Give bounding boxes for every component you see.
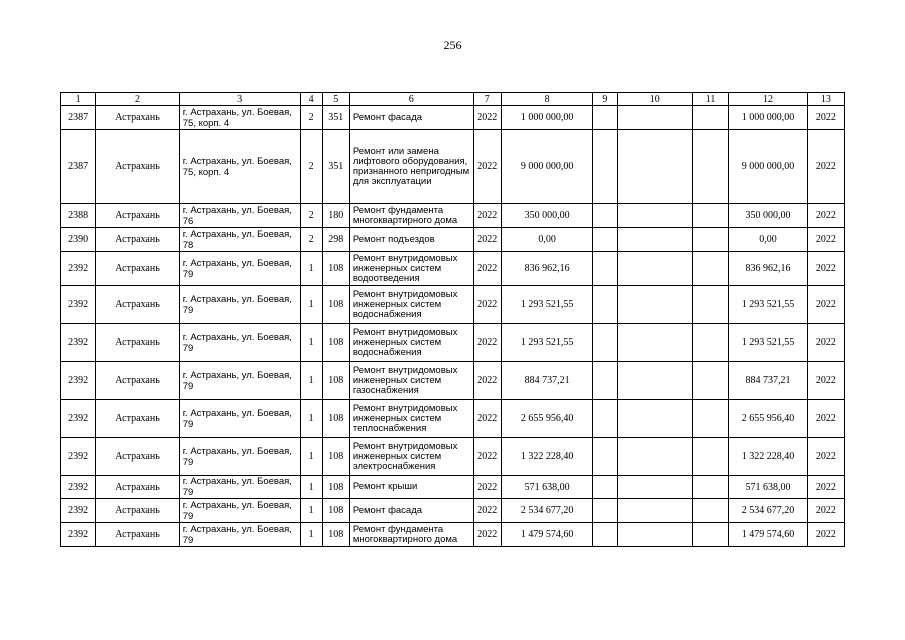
- cell-work-type: Ремонт фундамента многоквартирного дома: [349, 204, 473, 228]
- cell-col-9: [593, 476, 617, 499]
- cell-row-number: 2392: [61, 476, 96, 499]
- cell-address: г. Астрахань, ул. Боевая, 75, корп. 4: [179, 130, 300, 204]
- cell-work-type: Ремонт фундамента многоквартирного дома: [349, 523, 473, 547]
- cell-total-cost: 350 000,00: [501, 204, 593, 228]
- cell-apartments: 108: [322, 499, 349, 523]
- cell-col-11: [692, 400, 728, 438]
- cell-total-cost: 836 962,16: [501, 252, 593, 286]
- cell-city: Астрахань: [96, 362, 180, 400]
- cell-completion-year: 2022: [807, 130, 844, 204]
- header-cell-1: 1: [61, 93, 96, 106]
- cell-floors: 1: [300, 400, 322, 438]
- cell-apartments: 180: [322, 204, 349, 228]
- cell-final-cost: 350 000,00: [729, 204, 808, 228]
- page-number: 256: [443, 38, 462, 52]
- cell-col-11: [692, 130, 728, 204]
- cell-work-type: Ремонт крыши: [349, 476, 473, 499]
- cell-col-9: [593, 324, 617, 362]
- cell-apartments: 108: [322, 286, 349, 324]
- cell-final-cost: 836 962,16: [729, 252, 808, 286]
- cell-floors: 1: [300, 476, 322, 499]
- cell-apartments: 298: [322, 228, 349, 252]
- cell-final-cost: 1 479 574,60: [729, 523, 808, 547]
- cell-col-11: [692, 362, 728, 400]
- cell-planned-year: 2022: [473, 204, 501, 228]
- header-cell-2: 2: [96, 93, 180, 106]
- cell-col-9: [593, 286, 617, 324]
- header-row: [61, 93, 845, 106]
- cell-address: г. Астрахань, ул. Боевая, 76: [179, 204, 300, 228]
- table-row: [61, 438, 845, 476]
- cell-col-9: [593, 523, 617, 547]
- cell-col-9: [593, 438, 617, 476]
- cell-planned-year: 2022: [473, 106, 501, 130]
- cell-final-cost: 1 293 521,55: [729, 286, 808, 324]
- cell-final-cost: 1 000 000,00: [729, 106, 808, 130]
- cell-apartments: 108: [322, 523, 349, 547]
- cell-col-9: [593, 252, 617, 286]
- table-row: [61, 286, 845, 324]
- cell-col-11: [692, 476, 728, 499]
- cell-completion-year: 2022: [807, 286, 844, 324]
- cell-row-number: 2390: [61, 228, 96, 252]
- cell-address: г. Астрахань, ул. Боевая, 79: [179, 252, 300, 286]
- cell-apartments: 351: [322, 130, 349, 204]
- cell-total-cost: 1 293 521,55: [501, 324, 593, 362]
- table-row: [61, 324, 845, 362]
- cell-col-10: [617, 499, 692, 523]
- cell-col-11: [692, 324, 728, 362]
- cell-address: г. Астрахань, ул. Боевая, 79: [179, 523, 300, 547]
- cell-address: г. Астрахань, ул. Боевая, 79: [179, 476, 300, 499]
- cell-completion-year: 2022: [807, 438, 844, 476]
- cell-floors: 2: [300, 228, 322, 252]
- table-row: [61, 400, 845, 438]
- cell-col-10: [617, 204, 692, 228]
- cell-col-11: [692, 523, 728, 547]
- cell-final-cost: 2 534 677,20: [729, 499, 808, 523]
- cell-row-number: 2388: [61, 204, 96, 228]
- cell-final-cost: 571 638,00: [729, 476, 808, 499]
- cell-completion-year: 2022: [807, 476, 844, 499]
- cell-planned-year: 2022: [473, 362, 501, 400]
- header-cell-5: 5: [322, 93, 349, 106]
- cell-col-10: [617, 324, 692, 362]
- cell-city: Астрахань: [96, 286, 180, 324]
- cell-total-cost: 1 293 521,55: [501, 286, 593, 324]
- header-cell-6: 6: [349, 93, 473, 106]
- cell-row-number: 2392: [61, 499, 96, 523]
- cell-floors: 1: [300, 286, 322, 324]
- cell-completion-year: 2022: [807, 324, 844, 362]
- cell-floors: 2: [300, 106, 322, 130]
- cell-total-cost: 1 322 228,40: [501, 438, 593, 476]
- cell-apartments: 351: [322, 106, 349, 130]
- cell-apartments: 108: [322, 438, 349, 476]
- cell-planned-year: 2022: [473, 523, 501, 547]
- cell-col-10: [617, 228, 692, 252]
- table-row: [61, 252, 845, 286]
- cell-final-cost: 1 322 228,40: [729, 438, 808, 476]
- cell-row-number: 2392: [61, 286, 96, 324]
- table-row: [61, 523, 845, 547]
- cell-floors: 2: [300, 204, 322, 228]
- cell-address: г. Астрахань, ул. Боевая, 79: [179, 286, 300, 324]
- cell-col-9: [593, 499, 617, 523]
- table-row: [61, 499, 845, 523]
- cell-total-cost: 0,00: [501, 228, 593, 252]
- cell-col-10: [617, 400, 692, 438]
- cell-city: Астрахань: [96, 523, 180, 547]
- cell-col-9: [593, 106, 617, 130]
- cell-planned-year: 2022: [473, 252, 501, 286]
- cell-completion-year: 2022: [807, 523, 844, 547]
- cell-row-number: 2392: [61, 400, 96, 438]
- cell-work-type: Ремонт внутридомовых инженерных систем водоснабжения: [349, 324, 473, 362]
- cell-col-10: [617, 106, 692, 130]
- cell-total-cost: 1 479 574,60: [501, 523, 593, 547]
- table-row: [61, 476, 845, 499]
- cell-apartments: 108: [322, 324, 349, 362]
- cell-city: Астрахань: [96, 106, 180, 130]
- cell-floors: 1: [300, 499, 322, 523]
- cell-final-cost: 884 737,21: [729, 362, 808, 400]
- cell-floors: 1: [300, 324, 322, 362]
- cell-completion-year: 2022: [807, 362, 844, 400]
- header-cell-8: 8: [501, 93, 593, 106]
- table-row: [61, 204, 845, 228]
- cell-floors: 1: [300, 362, 322, 400]
- header-cell-10: 10: [617, 93, 692, 106]
- cell-city: Астрахань: [96, 324, 180, 362]
- cell-floors: 2: [300, 130, 322, 204]
- cell-col-9: [593, 228, 617, 252]
- cell-work-type: Ремонт внутридомовых инженерных систем газоснабжения: [349, 362, 473, 400]
- cell-work-type: Ремонт или замена лифтового оборудования, признанного непригодным для эксплуатации: [349, 130, 473, 204]
- cell-floors: 1: [300, 523, 322, 547]
- table-row: [61, 362, 845, 400]
- header-cell-9: 9: [593, 93, 617, 106]
- cell-planned-year: 2022: [473, 228, 501, 252]
- table-body: [61, 93, 845, 547]
- cell-address: г. Астрахань, ул. Боевая, 75, корп. 4: [179, 106, 300, 130]
- cell-address: г. Астрахань, ул. Боевая, 79: [179, 499, 300, 523]
- cell-city: Астрахань: [96, 438, 180, 476]
- cell-work-type: Ремонт фасада: [349, 499, 473, 523]
- cell-col-10: [617, 476, 692, 499]
- register-table: [60, 92, 845, 547]
- header-cell-4: 4: [300, 93, 322, 106]
- cell-city: Астрахань: [96, 228, 180, 252]
- cell-col-10: [617, 286, 692, 324]
- cell-apartments: 108: [322, 400, 349, 438]
- cell-address: г. Астрахань, ул. Боевая, 78: [179, 228, 300, 252]
- header-cell-13: 13: [807, 93, 844, 106]
- cell-work-type: Ремонт внутридомовых инженерных систем водоснабжения: [349, 286, 473, 324]
- cell-address: г. Астрахань, ул. Боевая, 79: [179, 324, 300, 362]
- cell-col-9: [593, 130, 617, 204]
- cell-col-11: [692, 286, 728, 324]
- table-row: [61, 106, 845, 130]
- cell-city: Астрахань: [96, 476, 180, 499]
- cell-completion-year: 2022: [807, 106, 844, 130]
- cell-planned-year: 2022: [473, 499, 501, 523]
- cell-col-10: [617, 438, 692, 476]
- cell-total-cost: 1 000 000,00: [501, 106, 593, 130]
- cell-col-9: [593, 362, 617, 400]
- cell-city: Астрахань: [96, 130, 180, 204]
- header-cell-3: 3: [179, 93, 300, 106]
- cell-col-11: [692, 438, 728, 476]
- cell-apartments: 108: [322, 252, 349, 286]
- cell-planned-year: 2022: [473, 130, 501, 204]
- cell-row-number: 2392: [61, 438, 96, 476]
- cell-col-10: [617, 130, 692, 204]
- cell-planned-year: 2022: [473, 400, 501, 438]
- cell-final-cost: 1 293 521,55: [729, 324, 808, 362]
- cell-work-type: Ремонт внутридомовых инженерных систем электроснабжения: [349, 438, 473, 476]
- cell-completion-year: 2022: [807, 252, 844, 286]
- cell-city: Астрахань: [96, 204, 180, 228]
- cell-completion-year: 2022: [807, 499, 844, 523]
- cell-col-11: [692, 499, 728, 523]
- cell-work-type: Ремонт внутридомовых инженерных систем водоотведения: [349, 252, 473, 286]
- cell-address: г. Астрахань, ул. Боевая, 79: [179, 438, 300, 476]
- table-row: [61, 130, 845, 204]
- cell-completion-year: 2022: [807, 228, 844, 252]
- header-cell-12: 12: [729, 93, 808, 106]
- cell-col-11: [692, 228, 728, 252]
- cell-address: г. Астрахань, ул. Боевая, 79: [179, 400, 300, 438]
- cell-completion-year: 2022: [807, 400, 844, 438]
- cell-floors: 1: [300, 438, 322, 476]
- cell-row-number: 2392: [61, 252, 96, 286]
- cell-final-cost: 9 000 000,00: [729, 130, 808, 204]
- cell-row-number: 2392: [61, 362, 96, 400]
- cell-final-cost: 0,00: [729, 228, 808, 252]
- cell-total-cost: 884 737,21: [501, 362, 593, 400]
- cell-row-number: 2392: [61, 523, 96, 547]
- header-cell-7: 7: [473, 93, 501, 106]
- cell-planned-year: 2022: [473, 438, 501, 476]
- cell-col-9: [593, 204, 617, 228]
- cell-apartments: 108: [322, 362, 349, 400]
- cell-planned-year: 2022: [473, 476, 501, 499]
- cell-completion-year: 2022: [807, 204, 844, 228]
- cell-work-type: Ремонт подъездов: [349, 228, 473, 252]
- cell-city: Астрахань: [96, 499, 180, 523]
- header-cell-11: 11: [692, 93, 728, 106]
- cell-col-9: [593, 400, 617, 438]
- cell-total-cost: 9 000 000,00: [501, 130, 593, 204]
- cell-address: г. Астрахань, ул. Боевая, 79: [179, 362, 300, 400]
- table-row: [61, 228, 845, 252]
- cell-final-cost: 2 655 956,40: [729, 400, 808, 438]
- cell-col-11: [692, 252, 728, 286]
- cell-col-11: [692, 106, 728, 130]
- cell-total-cost: 571 638,00: [501, 476, 593, 499]
- cell-planned-year: 2022: [473, 286, 501, 324]
- cell-apartments: 108: [322, 476, 349, 499]
- cell-city: Астрахань: [96, 252, 180, 286]
- cell-row-number: 2387: [61, 106, 96, 130]
- cell-work-type: Ремонт внутридомовых инженерных систем теплоснабжения: [349, 400, 473, 438]
- cell-floors: 1: [300, 252, 322, 286]
- cell-work-type: Ремонт фасада: [349, 106, 473, 130]
- cell-col-11: [692, 204, 728, 228]
- cell-col-10: [617, 252, 692, 286]
- cell-total-cost: 2 655 956,40: [501, 400, 593, 438]
- cell-total-cost: 2 534 677,20: [501, 499, 593, 523]
- cell-planned-year: 2022: [473, 324, 501, 362]
- cell-city: Астрахань: [96, 400, 180, 438]
- cell-col-10: [617, 362, 692, 400]
- cell-row-number: 2392: [61, 324, 96, 362]
- cell-row-number: 2387: [61, 130, 96, 204]
- cell-col-10: [617, 523, 692, 547]
